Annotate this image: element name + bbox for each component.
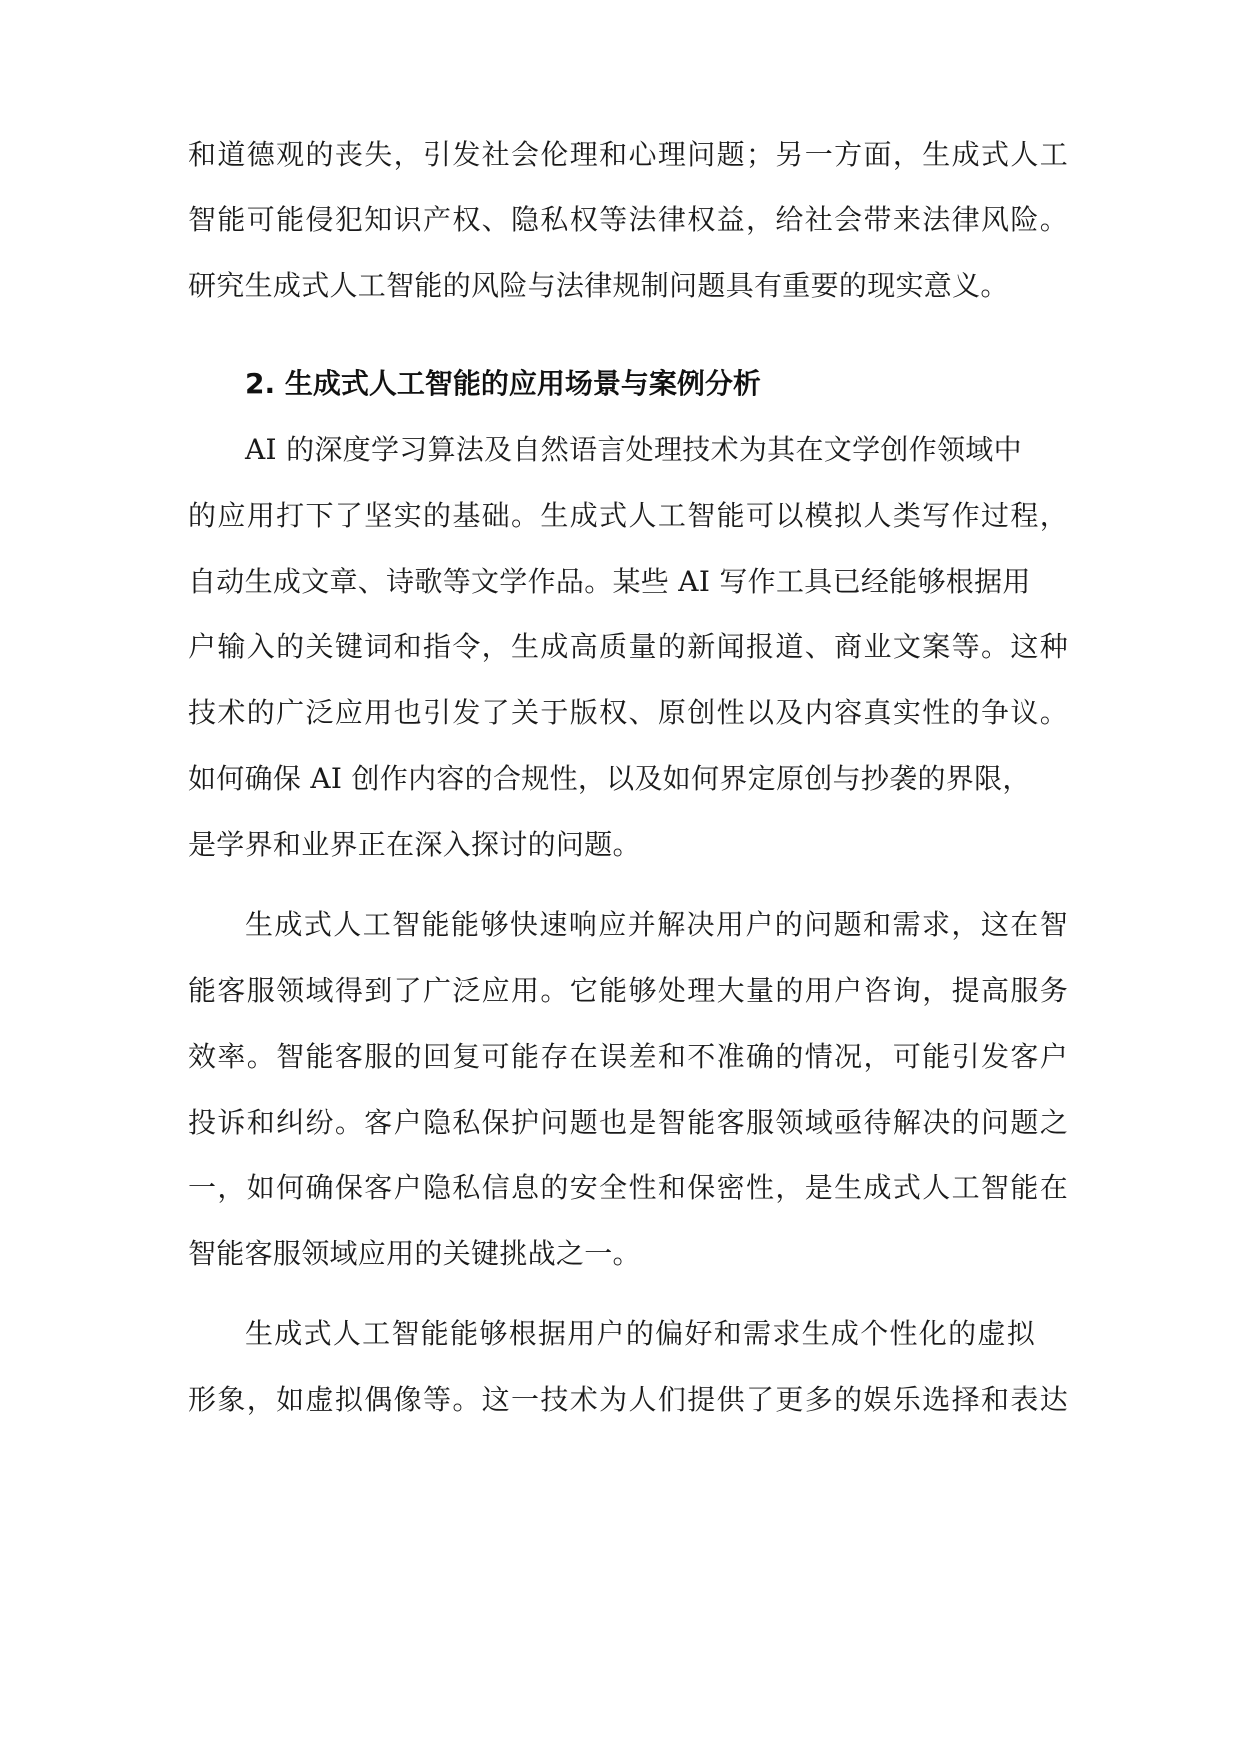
- paragraph-line: 户输入的关键词和指令，生成高质量的新闻报道、商业文案等。这种: [188, 630, 1068, 663]
- section-heading: 2. 生成式人工智能的应用场景与案例分析: [245, 367, 761, 400]
- paragraph-line: 自动生成文章、诗歌等文学作品。某些 AI 写作工具已经能够根据用: [188, 565, 1031, 598]
- paragraph-line: 的应用打下了坚实的基础。生成式人工智能可以模拟人类写作过程，: [188, 499, 1068, 532]
- paragraph-line: 研究生成式人工智能的风险与法律规制问题具有重要的现实意义。: [188, 269, 1009, 302]
- paragraph-line: 技术的广泛应用也引发了关于版权、原创性以及内容真实性的争议。: [188, 696, 1068, 729]
- paragraph-line: 智能客服领域应用的关键挑战之一。: [188, 1237, 641, 1270]
- paragraph-line: 生成式人工智能能够根据用户的偏好和需求生成个性化的虚拟: [245, 1317, 1035, 1350]
- paragraph-line: 是学界和业界正在深入探讨的问题。: [188, 828, 641, 861]
- paragraph-line: AI 的深度学习算法及自然语言处理技术为其在文学创作领域中: [245, 433, 1022, 466]
- paragraph-line: 生成式人工智能能够快速响应并解决用户的问题和需求，这在智: [245, 908, 1068, 941]
- paragraph-line: 效率。智能客服的回复可能存在误差和不准确的情况，可能引发客户: [188, 1040, 1068, 1073]
- paragraph-line: 投诉和纠纷。客户隐私保护问题也是智能客服领域亟待解决的问题之: [188, 1106, 1068, 1139]
- paragraph-line: 智能可能侵犯知识产权、隐私权等法律权益，给社会带来法律风险。: [188, 203, 1068, 236]
- paragraph-line: 和道德观的丧失，引发社会伦理和心理问题；另一方面，生成式人工: [188, 138, 1068, 171]
- paragraph-line: 能客服领域得到了广泛应用。它能够处理大量的用户咨询，提高服务: [188, 974, 1068, 1007]
- paragraph-line: 一，如何确保客户隐私信息的安全性和保密性，是生成式人工智能在: [188, 1171, 1068, 1204]
- paragraph-line: 如何确保 AI 创作内容的合规性，以及如何界定原创与抄袭的界限，: [188, 762, 1031, 795]
- paragraph-line: 形象，如虚拟偶像等。这一技术为人们提供了更多的娱乐选择和表达: [188, 1383, 1068, 1416]
